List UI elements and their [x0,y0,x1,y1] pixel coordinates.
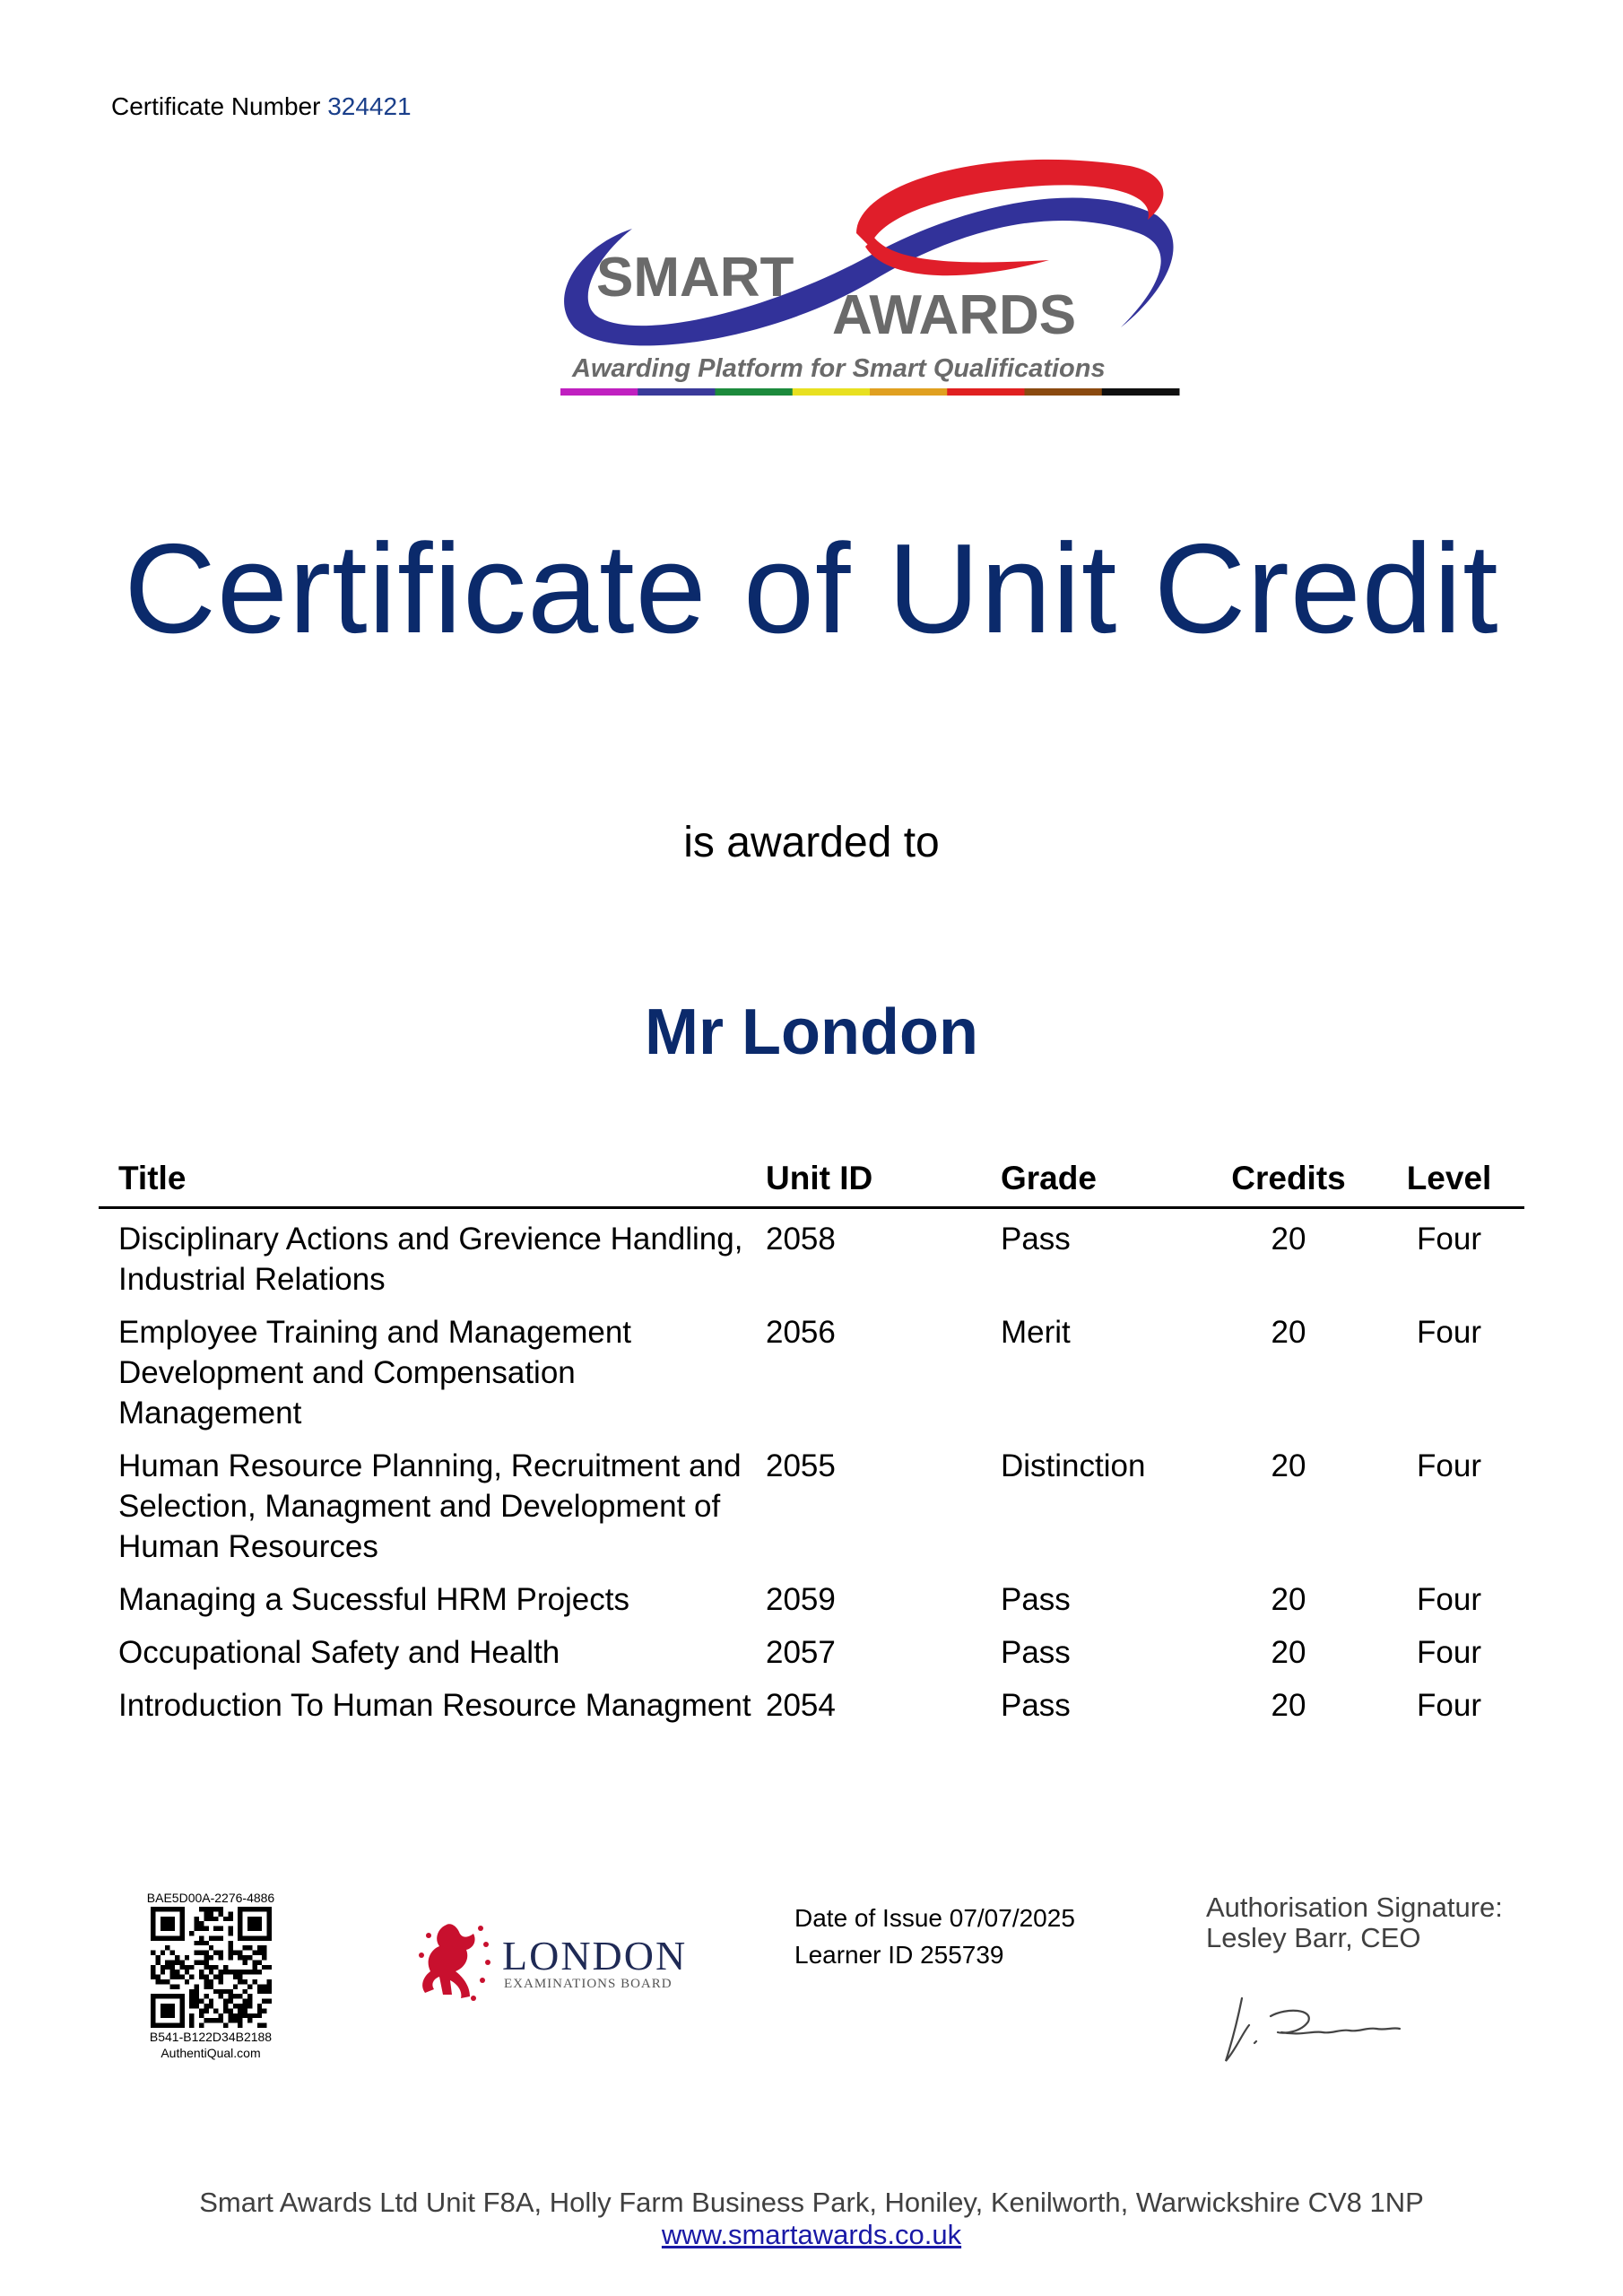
table-row [99,1208,1524,1303]
header-level: Level [1374,1152,1524,1208]
certificate-title: Certificate of Unit Credit [124,517,1499,660]
unit-title: Human Resource Planning, Recruitment and Selection, Managment and Development of Human Resources [118,1448,742,1564]
logo-word-smart: SMART [596,247,794,309]
unit-id: 2058 [766,1222,836,1257]
verification-code-top: BAE5D00A-2276-4886 [146,1891,275,1905]
unit-id: 2054 [766,1688,836,1723]
logo-red-tail [865,238,1049,275]
table-row [99,1436,1524,1570]
unit-id: 2056 [766,1315,836,1350]
unit-credits: 20 [1271,1448,1306,1483]
unit-grade: Pass [1001,1688,1071,1723]
authorisation-signer: Lesley Barr, CEO [1206,1922,1421,1953]
certificate-number-value: 324421 [327,92,412,120]
unit-title: Managing a Sucessful HRM Projects [118,1582,629,1617]
logo-tagline: Awarding Platform for Smart Qualifications [572,354,1106,383]
table-row [99,1570,1524,1622]
unit-id: 2059 [766,1582,836,1617]
unit-level: Four [1417,1315,1481,1350]
qr-code-icon [151,1907,272,2028]
learner-id: Learner ID 255739 [794,1941,1004,1969]
header-title: Title [99,1152,766,1208]
board-name: LONDON [502,1933,688,1979]
signature-image [1215,1989,1421,2070]
london-examinations-board-logo [411,1909,707,2007]
footer-address: Smart Awards Ltd Unit F8A, Holly Farm Business Park, Honiley, Kenilworth, Warwickshire CV8 1NP [199,2187,1424,2218]
unit-id: 2057 [766,1635,836,1670]
logo-color-segment [1102,388,1180,396]
unit-level: Four [1417,1222,1481,1257]
unit-title: Occupational Safety and Health [118,1635,560,1670]
authorisation-block [1206,1892,1503,1953]
date-of-issue: Date of Issue 07/07/2025 [794,1904,1075,1932]
logo-color-segment [560,388,638,396]
verification-site: AuthentiQual.com [161,2046,261,2060]
unit-title: Disciplinary Actions and Grevience Handling, Industrial Relations [118,1222,743,1297]
smart-awards-logo [547,148,1188,408]
units-table [99,1152,1524,1728]
website-link[interactable]: www.smartawards.co.uk [661,2219,962,2250]
table-row [99,1675,1524,1728]
unit-title: Employee Training and Management Development and Compensation Management [118,1315,632,1431]
units-header-row [99,1152,1524,1208]
red-lion-icon [419,1924,490,2001]
footer [0,2187,1623,2251]
logo-color-segment [870,388,948,396]
header-unit-id: Unit ID [766,1152,1001,1208]
table-row [99,1302,1524,1436]
logo-color-segment [1025,388,1103,396]
table-row [99,1622,1524,1675]
unit-grade: Pass [1001,1635,1071,1670]
issue-details [794,1900,1075,1973]
certificate-number-label: Certificate Number [111,92,321,120]
unit-level: Four [1417,1688,1481,1723]
logo-color-segment [638,388,716,396]
certificate-number [111,92,412,121]
unit-level: Four [1417,1635,1481,1670]
verification-code-bottom-text: B541-B122D34B2188 [149,2030,273,2044]
unit-level: Four [1417,1582,1481,1617]
unit-credits: 20 [1271,1582,1306,1617]
authorisation-label: Authorisation Signature: [1206,1892,1503,1923]
unit-credits: 20 [1271,1315,1306,1350]
logo-color-segment [947,388,1025,396]
board-subtitle: EXAMINATIONS BOARD [504,1977,673,1991]
logo-color-segment [716,388,794,396]
unit-credits: 20 [1271,1635,1306,1670]
unit-id: 2055 [766,1448,836,1483]
unit-grade: Pass [1001,1222,1071,1257]
unit-grade: Distinction [1001,1448,1146,1483]
unit-grade: Merit [1001,1315,1071,1350]
header-grade: Grade [1001,1152,1203,1208]
logo-color-segment [793,388,871,396]
learner-name: Mr London [645,996,978,1068]
awarded-to-text: is awarded to [683,819,940,866]
unit-level: Four [1417,1448,1481,1483]
header-credits: Credits [1203,1152,1374,1208]
logo-color-bar [560,388,1180,396]
unit-grade: Pass [1001,1582,1071,1617]
unit-title: Introduction To Human Resource Managment [118,1688,751,1723]
logo-word-awards: AWARDS [832,284,1077,346]
unit-credits: 20 [1271,1222,1306,1257]
verification-code-bottom [126,2029,296,2061]
unit-credits: 20 [1271,1688,1306,1723]
